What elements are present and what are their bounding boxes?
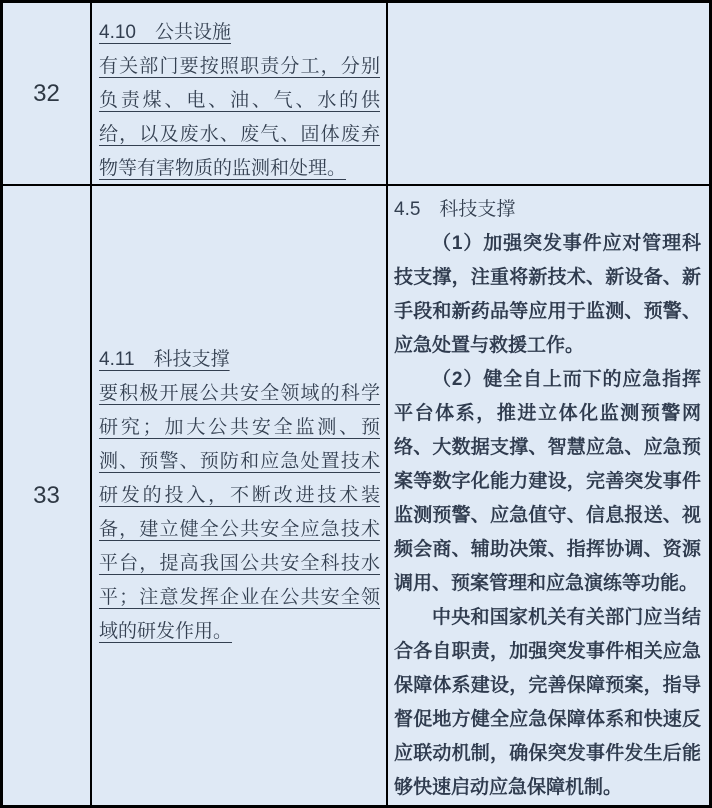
section-heading: 4.11 科技支撑 (99, 348, 230, 370)
row-number-cell (3, 186, 92, 805)
row-number: 33 (33, 481, 60, 509)
response-paragraph: （1）加强突发事件应对管理科技支撑，注重将新技术、新设备、新手段和新药品等应用于监测、预警、应急处置与救援工作。 (394, 233, 701, 356)
section-heading: 4.10 公共设施 (99, 22, 231, 43)
table-row (3, 3, 709, 186)
section-body: 要积极开展公共安全领域的科学研究；加大公共安全监测、预测、预警、预防和应急处置技术研发的投入，不断改进技术装备，建立健全公共安全应急技术平台，提高我国公共安全科技水平；注意发挥企业在公共安全领域的研发作用。 (99, 382, 380, 642)
row-number-cell (3, 3, 92, 184)
response-heading: 4.5 科技支撑 (394, 199, 516, 220)
response-paragraph: 中央和国家机关有关部门应当结合各自职责，加强突发事件相关应急保障体系建设，完善保障预案，指导督促地方健全应急保障体系和快速反应联动机制，确保突发事件发生后能够快速启动应急保障机制。 (394, 607, 701, 798)
section-body: 有关部门要按照职责分工，分别负责煤、电、油、气、水的供给，以及废水、废气、固体废弃物等有害物质的监测和处理。 (99, 56, 380, 179)
requirement-cell (92, 186, 388, 805)
response-cell-empty (388, 3, 709, 184)
table-row (3, 186, 709, 805)
response-cell (388, 186, 709, 805)
row-number: 32 (33, 79, 60, 107)
requirement-cell (92, 3, 388, 184)
response-paragraph: （2）健全自上而下的应急指挥平台体系，推进立体化监测预警网络、大数据支撑、智慧应急、应急预案等数字化能力建设，完善突发事件监测预警、应急值守、信息报送、视频会商、辅助决策、指挥协调、资源调用、预案管理和应急演练等功能。 (394, 369, 701, 594)
